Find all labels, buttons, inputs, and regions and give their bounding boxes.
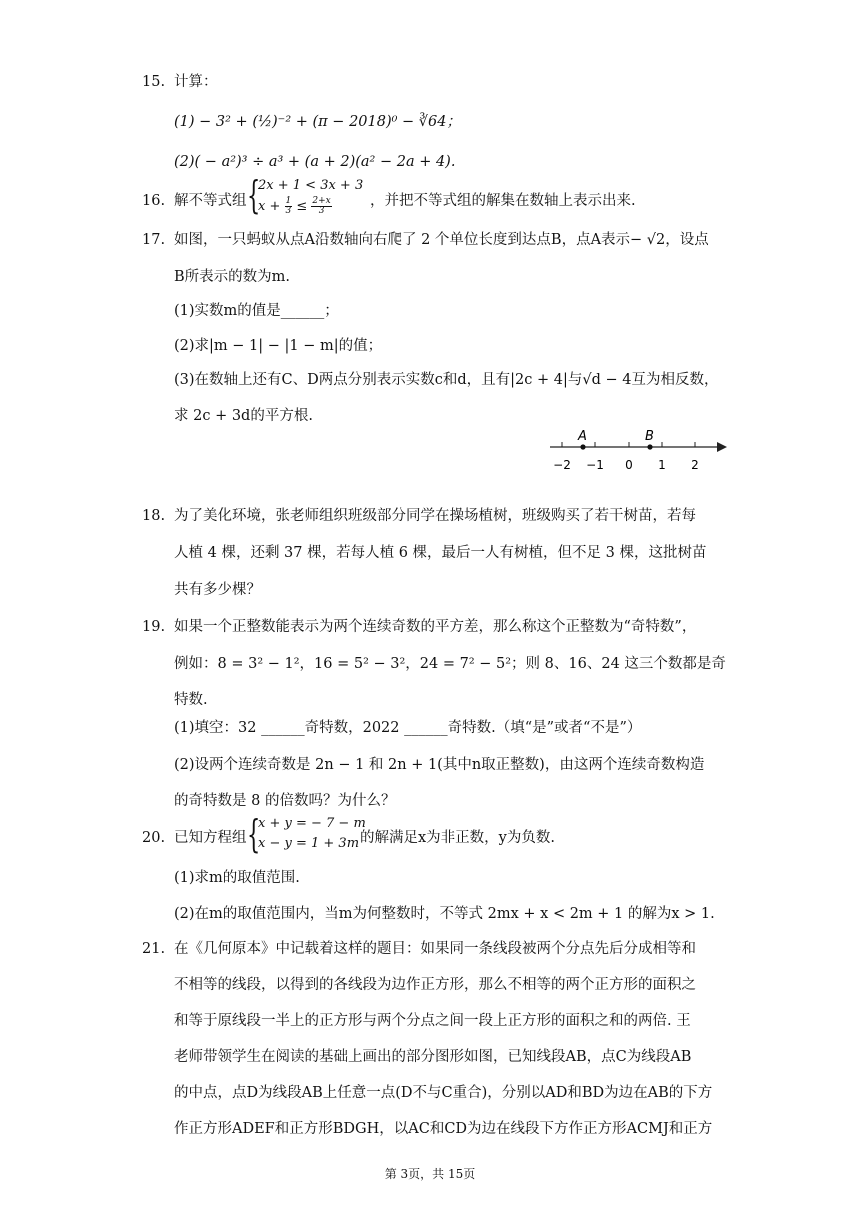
- point-b-dot: [647, 444, 652, 449]
- question-part: (3)在数轴上还有C、D两点分别表示实数c和d，且有|2c + 4|与√d − 4互为相反数，: [174, 372, 719, 388]
- question-text: 如果一个正整数能表示为两个连续奇数的平方差，那么称这个正整数为“奇特数”，: [174, 619, 697, 635]
- question-text: 特数.: [174, 692, 208, 708]
- tick-label: 1: [658, 458, 666, 472]
- tick-label: 2: [691, 458, 699, 472]
- tick-label: −2: [553, 458, 571, 472]
- equation-line: x − y = 1 + 3m: [258, 836, 360, 851]
- question-number: 19.: [142, 619, 166, 635]
- question-text: 作正方形ADEF和正方形BDGH，以AC和CD为边在线段下方作正方形ACMJ和正方: [174, 1121, 713, 1137]
- question-number: 21.: [142, 941, 166, 957]
- point-b-label: B: [645, 429, 654, 444]
- question-text: 已知方程组: [174, 830, 247, 846]
- question-part: 的奇特数是 8 的倍数吗？为什么？: [174, 793, 396, 809]
- question-text: 在《几何原本》中记载着这样的题目：如果同一条线段被两个分点先后分成相等和: [174, 941, 696, 957]
- question-number: 18.: [142, 508, 166, 524]
- question-text: 的中点，点D为线段AB上任意一点(D不与C重合)，分别以AD和BD为边在AB的下方: [174, 1085, 713, 1101]
- question-text: 解不等式组: [174, 193, 247, 209]
- question-part: (2)设两个连续奇数是 2n − 1 和 2n + 1(其中n取正整数)，由这两个连续奇数构造: [174, 757, 705, 773]
- brace-symbol: {: [247, 173, 261, 217]
- fraction-numerator: 2+x: [312, 196, 331, 206]
- question-part: (2)求|m − 1| − |1 − m|的值；: [174, 338, 383, 354]
- inequality-term: x +: [258, 199, 285, 214]
- question-text: 老师带领学生在阅读的基础上画出的部分图形如图，已知线段AB，点C为线段AB: [174, 1049, 692, 1065]
- question-part: (2)在m的取值范围内，当m为何整数时，不等式 2mx + x < 2m + 1 的解为x > 1.: [174, 906, 715, 922]
- point-a-dot: [580, 444, 585, 449]
- number-line-figure: [545, 422, 730, 480]
- brace-symbol: {: [247, 812, 261, 856]
- fraction-denominator: 3: [285, 206, 292, 216]
- question-part: (1)求m的取值范围.: [174, 870, 300, 886]
- question-part: 求 2c + 3d的平方根.: [174, 408, 313, 424]
- question-text: B所表示的数为m.: [174, 269, 291, 285]
- question-part: (2)( − a²)³ ÷ a³ + (a + 2)(a² − 2a + 4).: [174, 154, 456, 170]
- question-text: 为了美化环境，张老师组织班级部分同学在操场植树，班级购买了若干树苗，若每: [174, 508, 696, 524]
- question-part: (1)实数m的值是______；: [174, 303, 339, 319]
- question-number: 16.: [142, 193, 166, 209]
- question-part: (1)填空：32 ______奇特数，2022 ______奇特数.（填“是”或者“不是”）: [174, 720, 642, 736]
- question-number: 17.: [142, 232, 166, 248]
- question-text: 不相等的线段，以得到的各线段为边作正方形，那么不相等的两个正方形的面积之: [174, 977, 696, 993]
- inequality-line: 2x + 1 < 3x + 3: [258, 178, 364, 193]
- question-text: 例如：8 = 3² − 1²，16 = 5² − 3²，24 = 7² − 5²；则 8、16、24 这三个数都是奇: [174, 656, 726, 672]
- tick-label: 0: [625, 458, 633, 472]
- inequality-sign: ≤: [292, 199, 312, 214]
- question-number: 15.: [142, 74, 166, 90]
- question-number: 20.: [142, 830, 166, 846]
- tick-label: −1: [586, 458, 604, 472]
- question-text: ，并把不等式组的解集在数轴上表示出来.: [370, 193, 636, 209]
- question-part: (1) − 3² + (½)⁻² + (π − 2018)⁰ − ∛64；: [174, 114, 461, 130]
- arrow-head-icon: [717, 442, 727, 452]
- fraction-numerator: 1: [285, 196, 292, 206]
- question-text: 的解满足x为非正数，y为负数.: [360, 830, 555, 846]
- question-text: 如图，一只蚂蚁从点A沿数轴向右爬了 2 个单位长度到达点B，点A表示− √2，设点: [174, 232, 709, 248]
- fraction: [311, 197, 331, 216]
- question-text: 共有多少棵？: [174, 582, 261, 598]
- question-text: 和等于原线段一半上的正方形与两个分点之间一段上正方形的面积之和的两倍. 王: [174, 1013, 691, 1029]
- inequality-line: [258, 197, 332, 216]
- page-footer: 第 3页，共 15页: [384, 1167, 476, 1181]
- point-a-label: A: [578, 429, 587, 444]
- question-text: 人植 4 棵，还剩 37 棵，若每人植 6 棵，最后一人有树植，但不足 3 棵，这批树苗: [174, 545, 707, 561]
- equation-line: x + y = − 7 − m: [258, 816, 366, 831]
- question-text: 计算：: [174, 74, 218, 90]
- fraction-denominator: 3: [318, 206, 325, 216]
